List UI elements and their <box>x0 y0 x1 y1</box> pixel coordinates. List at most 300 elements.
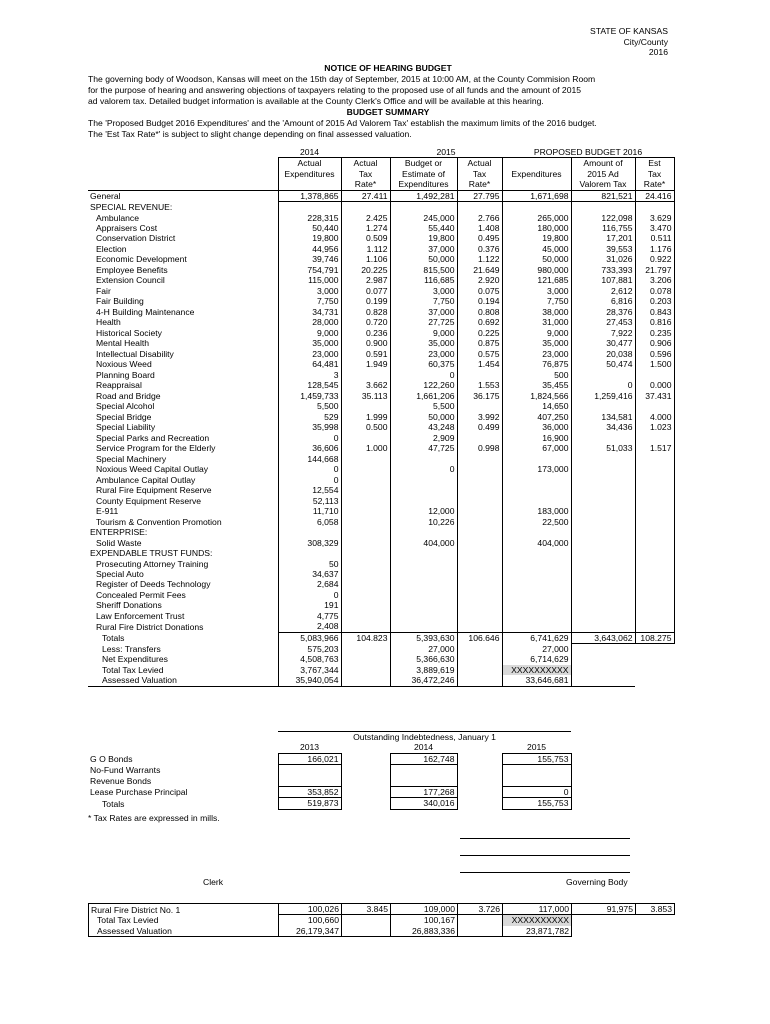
value-cell <box>341 202 390 213</box>
value-cell: 2.766 <box>457 213 502 223</box>
value-cell: 35,455 <box>502 380 571 390</box>
fire-value <box>342 926 391 937</box>
value-cell: 11,710 <box>278 506 341 516</box>
row-label: Noxious Weed Capital Outlay <box>96 464 209 475</box>
value-cell <box>457 590 502 600</box>
row-label: Special Bridge <box>96 411 152 422</box>
value-cell <box>635 644 674 655</box>
table-row <box>88 675 674 686</box>
row-label: 4-H Building Maintenance <box>96 306 195 317</box>
signature-line <box>460 838 630 839</box>
debt-row <box>88 798 571 809</box>
row-label: EXPENDABLE TRUST FUNDS: <box>90 548 213 559</box>
value-cell: 5,366,630 <box>390 654 457 664</box>
value-cell <box>635 433 674 443</box>
value-cell: 754,791 <box>278 265 341 275</box>
value-cell <box>571 621 635 632</box>
value-cell <box>635 527 674 537</box>
value-cell: 7,750 <box>390 296 457 306</box>
value-cell: 30,477 <box>571 338 635 348</box>
value-cell: 4.000 <box>635 412 674 422</box>
table-row <box>88 496 674 506</box>
intro-line-1: The governing body of Woodson, Kansas will meet on the 15th day of September, 2015 at 10:00 AM, at the County Commision Room <box>88 74 596 84</box>
value-cell: 4,775 <box>278 611 341 621</box>
value-cell <box>635 675 674 686</box>
value-cell: 245,000 <box>390 213 457 223</box>
value-cell: 1,824,566 <box>502 391 571 401</box>
value-cell: 31,000 <box>502 317 571 327</box>
value-cell: 3.206 <box>635 275 674 285</box>
value-cell: 1.999 <box>341 412 390 422</box>
value-cell <box>571 496 635 506</box>
value-cell <box>502 485 571 495</box>
debt-value <box>390 776 457 787</box>
column-header-cell: Rate* <box>635 179 674 190</box>
value-cell <box>457 569 502 579</box>
value-cell <box>502 202 571 213</box>
value-cell: 2,408 <box>278 621 341 632</box>
value-cell: 33,646,681 <box>502 675 571 686</box>
value-cell: 27.795 <box>457 190 502 201</box>
value-cell: 733,393 <box>571 265 635 275</box>
value-cell <box>502 611 571 621</box>
fire-value: 26,179,347 <box>279 926 342 937</box>
debt-value: 0 <box>502 786 571 797</box>
value-cell: 1.023 <box>635 422 674 432</box>
value-cell: 23,000 <box>390 349 457 359</box>
table-row <box>88 359 674 369</box>
value-cell: 35,000 <box>390 338 457 348</box>
debt-value: 162,748 <box>390 753 457 764</box>
table-row <box>88 265 674 275</box>
value-cell: 37,000 <box>390 307 457 317</box>
value-cell <box>341 590 390 600</box>
value-cell: 47,725 <box>390 443 457 453</box>
value-cell <box>457 517 502 527</box>
value-cell <box>341 569 390 579</box>
value-cell: 36,472,246 <box>390 675 457 686</box>
value-cell: 0.816 <box>635 317 674 327</box>
value-cell <box>571 454 635 464</box>
table-row <box>88 600 674 610</box>
value-cell: 45,000 <box>502 244 571 254</box>
value-cell: 52,113 <box>278 496 341 506</box>
value-cell <box>571 475 635 485</box>
table-row <box>88 422 674 432</box>
row-label: Law Enforcement Trust <box>96 610 185 621</box>
debt-value: 340,016 <box>390 798 457 809</box>
value-cell <box>457 202 502 213</box>
debt-label: G O Bonds <box>90 754 133 765</box>
value-cell: 3.662 <box>341 380 390 390</box>
row-label: Road and Bridge <box>96 390 161 401</box>
column-header-cell: Est <box>635 158 674 169</box>
debt-year-3: 2015 <box>526 742 547 753</box>
table-row <box>88 349 674 359</box>
column-header-cell: Expenditures <box>502 169 571 179</box>
value-cell: 0.828 <box>341 307 390 317</box>
value-cell <box>635 464 674 474</box>
value-cell: 35,998 <box>278 422 341 432</box>
value-cell: 1,378,865 <box>278 190 341 201</box>
value-cell: 134,581 <box>571 412 635 422</box>
table-row <box>88 370 674 380</box>
spacer-cell <box>457 786 502 797</box>
value-cell: 1.553 <box>457 380 502 390</box>
value-cell: 0.225 <box>457 328 502 338</box>
value-cell: 183,000 <box>502 506 571 516</box>
value-cell: 1.454 <box>457 359 502 369</box>
value-cell: 1,661,206 <box>390 391 457 401</box>
value-cell: 0 <box>278 464 341 474</box>
value-cell: 76,875 <box>502 359 571 369</box>
table-row <box>88 338 674 348</box>
value-cell <box>341 454 390 464</box>
value-cell: 50,000 <box>390 254 457 264</box>
column-header-cell: Estimate of <box>390 169 457 179</box>
value-cell <box>635 611 674 621</box>
value-cell: 1.274 <box>341 223 390 233</box>
fire-value <box>458 915 503 926</box>
value-cell: 0.376 <box>457 244 502 254</box>
value-cell <box>457 485 502 495</box>
value-cell: 1.176 <box>635 244 674 254</box>
value-cell <box>635 401 674 411</box>
table-row <box>88 307 674 317</box>
value-cell: 23,000 <box>502 349 571 359</box>
value-cell: 3,000 <box>278 286 341 296</box>
spacer-cell <box>457 798 502 809</box>
value-cell: 0.000 <box>635 380 674 390</box>
table-row <box>88 538 674 548</box>
value-cell: 815,500 <box>390 265 457 275</box>
table-row <box>88 621 674 632</box>
value-cell: 3,643,062 <box>571 632 635 643</box>
value-cell: 1.949 <box>341 359 390 369</box>
value-cell: 0.236 <box>341 328 390 338</box>
value-cell: 34,436 <box>571 422 635 432</box>
debt-year-1: 2013 <box>299 742 320 753</box>
value-cell: 3,000 <box>502 286 571 296</box>
spacer-cell <box>457 776 502 787</box>
value-cell: 27.411 <box>341 190 390 201</box>
value-cell <box>571 654 635 664</box>
value-cell: 0.495 <box>457 233 502 243</box>
value-cell: 7,750 <box>502 296 571 306</box>
debt-value: 166,021 <box>278 753 341 764</box>
value-cell <box>457 370 502 380</box>
debt-title: Outstanding Indebtedness, January 1 <box>278 732 571 743</box>
value-cell: 31,026 <box>571 254 635 264</box>
value-cell: 27,000 <box>502 644 571 655</box>
fire-value: 117,000 <box>503 904 572 915</box>
debt-value: 155,753 <box>502 798 571 809</box>
fire-value: XXXXXXXXXX <box>503 915 572 926</box>
value-cell: 60,375 <box>390 359 457 369</box>
column-header-cell: Expenditures <box>278 169 341 179</box>
row-label: Less: Transfers <box>102 643 161 654</box>
value-cell <box>390 548 457 558</box>
value-cell <box>571 464 635 474</box>
table-row <box>88 569 674 579</box>
debt-years-row <box>88 742 571 753</box>
row-label: Health <box>96 317 121 328</box>
table-row <box>88 517 674 527</box>
value-cell <box>341 665 390 675</box>
value-cell <box>457 611 502 621</box>
row-label: Ambulance Capital Outlay <box>96 474 196 485</box>
value-cell <box>635 600 674 610</box>
value-cell <box>635 559 674 569</box>
value-cell: 35,940,054 <box>278 675 341 686</box>
intro-line-2: for the purpose of hearing and answering objections of taxpayers relating to the proposed use of all funds and the amount of 2015 <box>88 85 582 95</box>
row-label: County Equipment Reserve <box>96 495 202 506</box>
table-row <box>88 579 674 589</box>
value-cell: 0.075 <box>457 286 502 296</box>
value-cell: 2.987 <box>341 275 390 285</box>
value-cell <box>457 665 502 675</box>
spacer-cell <box>341 776 390 787</box>
value-cell <box>502 621 571 632</box>
row-label: SPECIAL REVENUE: <box>90 202 173 213</box>
value-cell <box>278 527 341 537</box>
column-header-cell <box>88 169 278 179</box>
value-cell <box>635 590 674 600</box>
value-cell: 1.106 <box>341 254 390 264</box>
value-cell <box>502 559 571 569</box>
table-row <box>88 328 674 338</box>
value-cell: 67,000 <box>502 443 571 453</box>
value-cell <box>341 517 390 527</box>
row-label: Ambulance <box>96 212 139 223</box>
debt-label: Revenue Bonds <box>90 775 152 786</box>
value-cell: 144,668 <box>278 454 341 464</box>
value-cell: 2.920 <box>457 275 502 285</box>
value-cell: 1.408 <box>457 223 502 233</box>
column-header-cell: Expenditures <box>390 179 457 190</box>
value-cell: 50,440 <box>278 223 341 233</box>
value-cell: 6,816 <box>571 296 635 306</box>
value-cell <box>571 506 635 516</box>
value-cell <box>457 538 502 548</box>
value-cell: 5,500 <box>278 401 341 411</box>
signature-line <box>460 855 630 856</box>
debt-value <box>390 765 457 776</box>
value-cell <box>390 590 457 600</box>
value-cell <box>341 559 390 569</box>
value-cell <box>341 464 390 474</box>
value-cell <box>571 579 635 589</box>
column-header-cell: Rate* <box>341 179 390 190</box>
debt-value: 177,268 <box>390 786 457 797</box>
table-row <box>88 213 674 223</box>
value-cell: 0.203 <box>635 296 674 306</box>
debt-year-2: 2014 <box>413 742 434 753</box>
debt-value <box>502 765 571 776</box>
row-label: Conservation District <box>96 233 176 244</box>
value-cell <box>571 559 635 569</box>
value-cell: 1.517 <box>635 443 674 453</box>
value-cell <box>390 569 457 579</box>
value-cell: 5,083,966 <box>278 632 341 643</box>
fire-value: 91,975 <box>572 904 636 915</box>
row-label: Special Auto <box>96 568 144 579</box>
summary-line-2: The 'Est Tax Rate*' is subject to slight change depending on final assessed valuation. <box>88 129 412 139</box>
row-label: Concealed Permit Fees <box>96 589 186 600</box>
value-cell <box>341 654 390 664</box>
value-cell: 2,612 <box>571 286 635 296</box>
header-block <box>590 26 668 58</box>
value-cell: 228,315 <box>278 213 341 223</box>
debt-label: Lease Purchase Principal <box>90 787 188 798</box>
column-header-row <box>88 169 674 179</box>
table-row <box>88 286 674 296</box>
value-cell: 6,741,629 <box>502 632 571 643</box>
table-row <box>88 548 674 558</box>
column-header-cell <box>278 179 341 190</box>
value-cell: 24.416 <box>635 190 674 201</box>
value-cell: 36.175 <box>457 391 502 401</box>
value-cell: 0.922 <box>635 254 674 264</box>
spacer-cell <box>341 765 390 776</box>
fire-value <box>572 926 636 937</box>
table-row <box>88 433 674 443</box>
value-cell <box>635 654 674 664</box>
row-label: Reappraisal <box>96 380 142 391</box>
value-cell <box>457 506 502 516</box>
value-cell: 0.509 <box>341 233 390 243</box>
value-cell: 7,750 <box>278 296 341 306</box>
value-cell: 34,637 <box>278 569 341 579</box>
value-cell: 407,250 <box>502 412 571 422</box>
value-cell: 5,393,630 <box>390 632 457 643</box>
value-cell: 38,000 <box>502 307 571 317</box>
value-cell: 19,800 <box>502 233 571 243</box>
value-cell <box>341 675 390 686</box>
table-row <box>88 391 674 401</box>
debt-title-row <box>88 732 571 743</box>
value-cell: 308,329 <box>278 538 341 548</box>
value-cell <box>341 538 390 548</box>
value-cell <box>341 611 390 621</box>
column-header-cell: Tax <box>341 169 390 179</box>
spacer-cell <box>341 753 390 764</box>
value-cell <box>635 579 674 589</box>
fire-value: 26,883,336 <box>391 926 458 937</box>
row-label: Special Liability <box>96 422 156 433</box>
debt-row <box>88 786 571 797</box>
value-cell <box>635 506 674 516</box>
value-cell: 12,554 <box>278 485 341 495</box>
table-row <box>88 380 674 390</box>
debt-value: 353,852 <box>278 786 341 797</box>
table-row <box>88 559 674 569</box>
group-header-2014: 2014 <box>299 147 320 157</box>
debt-row <box>88 753 571 764</box>
value-cell <box>635 517 674 527</box>
row-label: Total Tax Levied <box>102 664 164 675</box>
value-cell: 115,000 <box>278 275 341 285</box>
row-label: Noxious Weed <box>96 359 152 370</box>
fire-value: 3.726 <box>458 904 503 915</box>
column-header-cell: Budget or <box>390 158 457 169</box>
value-cell <box>571 527 635 537</box>
value-cell: 55,440 <box>390 223 457 233</box>
value-cell: 0.906 <box>635 338 674 348</box>
value-cell <box>635 621 674 632</box>
footnote: * Tax Rates are expressed in mills. <box>88 813 220 823</box>
value-cell: 0.575 <box>457 349 502 359</box>
debt-row <box>88 765 571 776</box>
intro-line-3: ad valorem tax. Detailed budget information is available at the County Clerk's Office and will be available at this hearing. <box>88 96 544 106</box>
value-cell: 0.500 <box>341 422 390 432</box>
value-cell <box>571 611 635 621</box>
value-cell: 9,000 <box>502 328 571 338</box>
value-cell <box>457 527 502 537</box>
value-cell: 17,201 <box>571 233 635 243</box>
value-cell: 0.077 <box>341 286 390 296</box>
indebtedness-table <box>88 731 572 810</box>
value-cell: 37,000 <box>390 244 457 254</box>
value-cell <box>502 590 571 600</box>
value-cell: 128,545 <box>278 380 341 390</box>
value-cell <box>571 548 635 558</box>
value-cell <box>635 475 674 485</box>
fire-value <box>636 915 675 926</box>
table-row <box>88 485 674 495</box>
value-cell <box>635 202 674 213</box>
table-row <box>88 190 674 201</box>
value-cell: 0.591 <box>341 349 390 359</box>
value-cell <box>341 401 390 411</box>
value-cell: 23,000 <box>278 349 341 359</box>
spacer-cell <box>341 798 390 809</box>
value-cell: 821,521 <box>571 190 635 201</box>
value-cell <box>390 202 457 213</box>
row-label: Mental Health <box>96 338 150 349</box>
value-cell <box>571 665 635 675</box>
table-row <box>88 590 674 600</box>
column-header-cell: 2015 Ad <box>571 169 635 179</box>
value-cell: 108.275 <box>635 632 674 643</box>
value-cell <box>341 600 390 610</box>
value-cell <box>635 454 674 464</box>
value-cell: 122,098 <box>571 213 635 223</box>
value-cell: 44,956 <box>278 244 341 254</box>
fire-label: Total Tax Levied <box>89 915 279 926</box>
value-cell: 265,000 <box>502 213 571 223</box>
value-cell: 36,606 <box>278 443 341 453</box>
value-cell <box>457 654 502 664</box>
value-cell: 0 <box>278 475 341 485</box>
value-cell: 173,000 <box>502 464 571 474</box>
value-cell: 34,731 <box>278 307 341 317</box>
value-cell <box>457 621 502 632</box>
fire-row <box>89 904 675 915</box>
value-cell <box>635 496 674 506</box>
value-cell <box>341 579 390 589</box>
value-cell <box>457 496 502 506</box>
value-cell <box>457 600 502 610</box>
value-cell: 0.843 <box>635 307 674 317</box>
value-cell <box>341 621 390 632</box>
value-cell <box>390 527 457 537</box>
fire-value: 109,000 <box>391 904 458 915</box>
value-cell: 6,058 <box>278 517 341 527</box>
column-header-cell <box>88 179 278 190</box>
row-label: Net Expenditures <box>102 654 168 665</box>
value-cell: 0.499 <box>457 422 502 432</box>
